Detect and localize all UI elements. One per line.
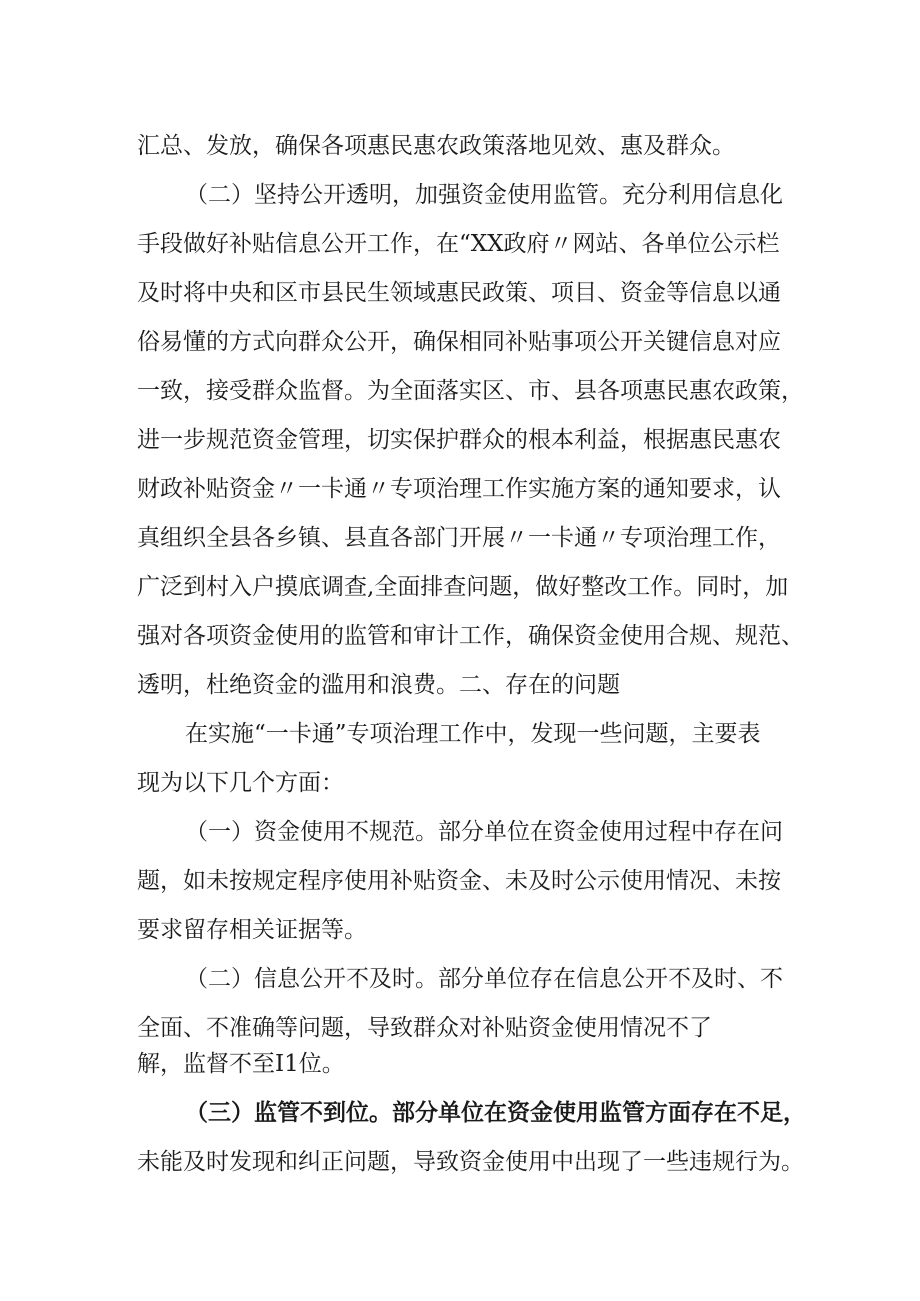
body-line: 全面、不准确等问题，导致群众对补贴资金使用情况不了 [137, 1015, 712, 1041]
body-line: 及时将中央和区市县民生领域惠民政策、项目、资金等信息以通 [137, 280, 781, 306]
body-line: 透明，杜绝资金的滥用和浪费。二、存在的问题 [137, 672, 620, 698]
body-line: 一致，接受群众监督。为全面落实区、市、县各项惠民惠农政策， [137, 378, 804, 404]
body-line: 解，监督不至I1位。 [137, 1051, 345, 1077]
body-line: 进一步规范资金管理，切实保护群众的根本利益，根据惠民惠农 [137, 427, 781, 453]
body-line: 手段做好补贴信息公开工作，在“XX政府〃网站、各单位公示栏 [137, 231, 780, 257]
body-line: 未能及时发现和纠正问题，导致资金使用中出现了一些违规行为。 [137, 1149, 804, 1175]
paragraph-line: 在实施“一卡通”专项治理工作中，发现一些问题，主要表 [185, 721, 761, 747]
body-line: 强对各项资金使用的监管和审计工作，确保资金使用合规、规范、 [137, 623, 804, 649]
section-heading-line: （一）资金使用不规范。部分单位在资金使用过程中存在问 [185, 819, 783, 845]
body-line: 财政补贴资金〃一卡通〃专项治理工作实施方案的通知要求，认 [137, 476, 781, 502]
body-line: 真组织全县各乡镇、县直各部门开展〃一卡通〃专项治理工作， [137, 525, 781, 551]
body-line: 现为以下几个方面： [137, 770, 344, 796]
body-line: 题，如未按规定程序使用补贴资金、未及时公示使用情况、未按 [137, 868, 781, 894]
body-line: 广泛到村入户摸底调查,全面排查问题，做好整改工作。同时，加 [137, 574, 789, 600]
section-heading-line: （三）监管不到位。部分单位在资金使用监管方面存在不足， [185, 1099, 806, 1126]
body-line: 汇总、发放，确保各项惠民惠农政策落地见效、惠及群众。 [137, 133, 735, 159]
body-line: 要求留存相关证据等。 [137, 917, 367, 943]
section-heading-line: （二）坚持公开透明，加强资金使用监管。充分利用信息化 [185, 182, 783, 208]
body-line: 俗易懂的方式向群众公开，确保相同补贴事项公开关键信息对应 [137, 329, 781, 355]
section-heading-line: （二）信息公开不及时。部分单位存在信息公开不及时、不 [185, 966, 783, 992]
